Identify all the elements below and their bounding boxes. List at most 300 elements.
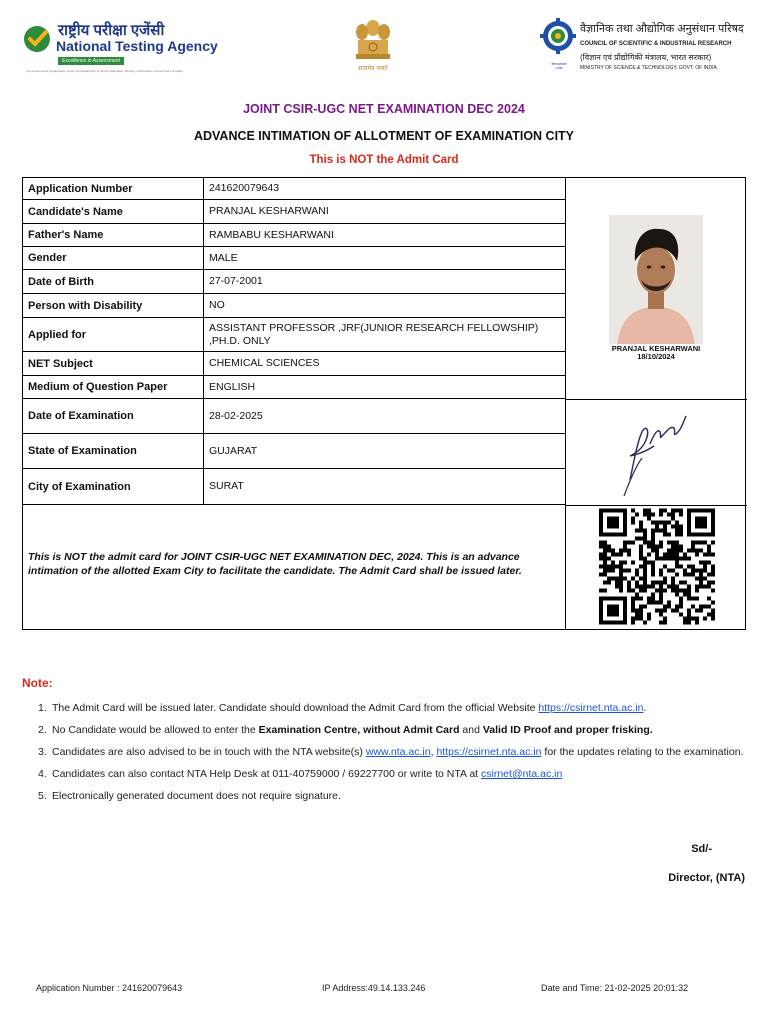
qr-module (655, 521, 659, 525)
qr-module (691, 597, 695, 601)
qr-module (627, 569, 631, 573)
nta-checkmark-icon (22, 24, 52, 54)
qr-module (651, 565, 655, 569)
table-row (23, 376, 566, 399)
qr-module (635, 529, 639, 533)
qr-module (699, 525, 703, 529)
qr-module (619, 553, 623, 557)
qr-module (663, 617, 667, 621)
qr-module (663, 621, 667, 625)
list-item (38, 763, 758, 785)
qr-module (603, 589, 607, 593)
qr-module (647, 617, 651, 621)
table-row (23, 469, 566, 505)
qr-module (695, 589, 699, 593)
qr-module (651, 593, 655, 597)
qr-module (671, 569, 675, 573)
qr-module (631, 521, 635, 525)
qr-module (675, 585, 679, 589)
qr-module (659, 557, 663, 561)
table-row (23, 178, 566, 200)
csir-gear-icon (540, 18, 576, 62)
document-title: ADVANCE INTIMATION OF ALLOTMENT OF EXAMINATION CITY (193, 129, 575, 143)
qr-module (675, 565, 679, 569)
qr-module (659, 509, 663, 513)
qr-module (623, 561, 627, 565)
qr-module (671, 517, 675, 521)
qr-module (655, 525, 659, 529)
candidate-name-label: Candidate's Name (23, 200, 204, 223)
qr-module (711, 573, 715, 577)
qr-module (699, 569, 703, 573)
qr-module (631, 609, 635, 613)
qr-module (659, 593, 663, 597)
qr-module (695, 621, 699, 625)
qr-module (707, 605, 711, 609)
qr-module (627, 581, 631, 585)
qr-module (663, 529, 667, 533)
father-name-label: Father's Name (23, 224, 204, 246)
qr-module (635, 597, 639, 601)
qr-module (683, 617, 687, 621)
qr-module (643, 589, 647, 593)
qr-module (711, 525, 715, 529)
qr-module (611, 509, 615, 513)
qr-module (643, 581, 647, 585)
qr-module (687, 621, 691, 625)
qr-module (687, 565, 691, 569)
qr-module (643, 537, 647, 541)
qr-module (639, 537, 643, 541)
qr-module (639, 529, 643, 533)
csirnet-email-link[interactable]: csirnet@nta.ac.in (481, 768, 563, 780)
qr-module (711, 569, 715, 573)
qr-module (687, 549, 691, 553)
qr-module (643, 585, 647, 589)
qr-module (703, 521, 707, 525)
sd-signoff: Sd/- (691, 843, 712, 855)
note-bold-text: Valid ID Proof and proper frisking. (482, 724, 653, 736)
csir-seal-bottom: CSIR (555, 66, 563, 70)
dob-label: Date of Birth (23, 270, 204, 293)
qr-module (703, 569, 707, 573)
table-row (23, 294, 566, 318)
note-number: 2. (38, 724, 47, 736)
qr-module (667, 513, 671, 517)
qr-module (707, 533, 711, 537)
qr-module (615, 533, 619, 537)
qr-module (623, 513, 627, 517)
qr-module (607, 605, 611, 609)
qr-module (599, 557, 603, 561)
candidate-signature (620, 410, 700, 496)
qr-module (611, 577, 615, 581)
qr-module (663, 589, 667, 593)
qr-module (599, 609, 603, 613)
qr-module (651, 545, 655, 549)
qr-module (631, 621, 635, 625)
qr-module (615, 517, 619, 521)
csir-english-ministry: MINISTRY OF SCIENCE & TECHNOLOGY, GOVT. OF INDIA (580, 65, 717, 71)
qr-module (599, 533, 603, 537)
qr-module (607, 545, 611, 549)
pwd-value: NO (209, 299, 225, 311)
qr-module (711, 509, 715, 513)
exam-state-value: GUJARAT (209, 444, 258, 457)
qr-module (699, 581, 703, 585)
qr-module (647, 613, 651, 617)
qr-module (683, 621, 687, 625)
qr-module (623, 569, 627, 573)
table-row (23, 270, 566, 294)
qr-module (663, 525, 667, 529)
footer-application-number: Application Number : 241620079643 (36, 983, 183, 993)
qr-module (699, 517, 703, 521)
note-text: The Admit Card will be issued later. Candidate should download the Admit Card from the official Website (52, 702, 539, 714)
qr-module (679, 589, 683, 593)
footer-ip-address: IP Address:49.14.133.246 (322, 983, 426, 993)
qr-module (663, 553, 667, 557)
csir-english-name: COUNCIL OF SCIENTIFIC & INDUSTRIAL RESEARCH (580, 41, 732, 47)
qr-module (635, 585, 639, 589)
net-subject-value: CHEMICAL SCIENCES (209, 357, 320, 369)
qr-module (651, 529, 655, 533)
qr-module (611, 553, 615, 557)
qr-module (607, 521, 611, 525)
qr-module (627, 589, 631, 593)
qr-module (687, 589, 691, 593)
qr-module (615, 621, 619, 625)
qr-module (671, 513, 675, 517)
qr-module (635, 569, 639, 573)
qr-module (711, 601, 715, 605)
qr-module (667, 585, 671, 589)
qr-module (603, 569, 607, 573)
qr-module (711, 521, 715, 525)
qr-module (691, 617, 695, 621)
candidate-name-value: PRANJAL KESHARWANI (209, 205, 329, 217)
qr-module (639, 525, 643, 529)
qr-module (659, 581, 663, 585)
qr-module (615, 585, 619, 589)
qr-module (607, 621, 611, 625)
qr-module (607, 577, 611, 581)
qr-module (599, 573, 603, 577)
qr-module (667, 557, 671, 561)
qr-module (703, 509, 707, 513)
qr-module (659, 521, 663, 525)
qr-module (611, 609, 615, 613)
qr-module (639, 589, 643, 593)
qr-module (675, 529, 679, 533)
medium-label: Medium of Question Paper (23, 376, 204, 398)
list-item (38, 719, 758, 741)
candidate-details-table (22, 177, 746, 630)
table-row (23, 434, 566, 469)
application-number-value: 241620079643 (209, 182, 280, 194)
qr-module (679, 533, 683, 537)
qr-module (611, 549, 615, 553)
qr-module (711, 589, 715, 593)
list-item (38, 697, 758, 719)
qr-module (635, 537, 639, 541)
photo-caption (609, 344, 703, 361)
qr-module (687, 509, 691, 513)
exam-state-label: State of Examination (23, 434, 204, 468)
qr-module (599, 565, 603, 569)
qr-module (639, 613, 643, 617)
nta-website-link[interactable]: www.nta.ac.in (365, 746, 431, 758)
qr-module (599, 509, 603, 513)
qr-module (711, 541, 715, 545)
qr-module (667, 601, 671, 605)
csirnet-website-link[interactable]: https://csirnet.nta.ac.in (436, 746, 542, 758)
qr-module (695, 609, 699, 613)
qr-module (639, 605, 643, 609)
qr-module (603, 565, 607, 569)
qr-module (651, 561, 655, 565)
qr-module (671, 589, 675, 593)
note-text: Candidates can also contact NTA Help Desk at 011-40759000 / 69227700 or write to NTA at (52, 768, 482, 780)
qr-module (619, 565, 623, 569)
qr-module (663, 557, 667, 561)
qr-module (691, 565, 695, 569)
qr-module (675, 557, 679, 561)
qr-module (687, 609, 691, 613)
qr-module (647, 561, 651, 565)
qr-module (647, 597, 651, 601)
qr-module (659, 541, 663, 545)
qr-module (703, 565, 707, 569)
qr-module (607, 565, 611, 569)
qr-module (695, 509, 699, 513)
csir-logo (540, 18, 755, 78)
csirnet-website-link[interactable]: https://csirnet.nta.ac.in (538, 702, 644, 714)
qr-module (631, 617, 635, 621)
qr-module (711, 617, 715, 621)
qr-module (655, 545, 659, 549)
qr-module (643, 541, 647, 545)
qr-module (607, 525, 611, 529)
qr-module (711, 517, 715, 521)
qr-module (623, 597, 627, 601)
qr-module (611, 521, 615, 525)
applied-for-value: ASSISTANT PROFESSOR ,JRF(JUNIOR RESEARCH FELLOWSHIP) ,PH.D. ONLY (209, 321, 539, 347)
qr-module (663, 581, 667, 585)
qr-module (651, 569, 655, 573)
nta-hindi-name: राष्ट्रीय परीक्षा एजेंसी (58, 22, 165, 39)
qr-module (695, 521, 699, 525)
qr-module (675, 589, 679, 593)
qr-module (619, 509, 623, 513)
qr-module (671, 525, 675, 529)
qr-module (711, 609, 715, 613)
qr-module (651, 541, 655, 545)
qr-module (599, 545, 603, 549)
qr-module (615, 613, 619, 617)
qr-module (675, 549, 679, 553)
qr-module (619, 533, 623, 537)
director-signoff: Director, (NTA) (668, 872, 745, 884)
emblem-caption: सत्यमेव जयते (358, 65, 388, 72)
qr-module (691, 605, 695, 609)
qr-module (699, 549, 703, 553)
csir-hindi-name: वैज्ञानिक तथा औद्योगिक अनुसंधान परिषद (580, 23, 744, 35)
qr-module (603, 621, 607, 625)
qr-module (671, 553, 675, 557)
qr-module (631, 541, 635, 545)
qr-module (639, 597, 643, 601)
qr-module (671, 557, 675, 561)
qr-module (691, 509, 695, 513)
note-heading: Note: (22, 676, 53, 690)
qr-module (607, 517, 611, 521)
qr-module (679, 581, 683, 585)
national-emblem-icon (350, 14, 396, 78)
note-text: No Candidate would be allowed to enter the (52, 724, 259, 736)
note-number: 5. (38, 790, 47, 802)
qr-module (635, 613, 639, 617)
qr-module (627, 549, 631, 553)
qr-module (687, 585, 691, 589)
qr-module (623, 617, 627, 621)
qr-module (695, 541, 699, 545)
qr-module (659, 585, 663, 589)
qr-module (635, 573, 639, 577)
note-number: 3. (38, 746, 47, 758)
advance-intimation-notice: This is NOT the admit card for JOINT CSIR-UGC NET EXAMINATION DEC, 2024. This is an advance intimation of the allotted Exam City to facilitate the candidate. The Admit Card shall be issued later. (28, 551, 522, 577)
qr-module (679, 529, 683, 533)
qr-module (703, 525, 707, 529)
qr-module (687, 525, 691, 529)
qr-module (659, 573, 663, 577)
qr-module (687, 617, 691, 621)
qr-module (691, 545, 695, 549)
qr-module (603, 509, 607, 513)
qr-module (639, 545, 643, 549)
qr-module (607, 557, 611, 561)
qr-module (639, 553, 643, 557)
qr-module (599, 513, 603, 517)
qr-module (675, 545, 679, 549)
qr-module (639, 617, 643, 621)
qr-module (663, 509, 667, 513)
qr-module (695, 517, 699, 521)
nta-tagline: Excellence in Assessment (58, 57, 124, 65)
qr-module (647, 541, 651, 545)
qr-module (671, 581, 675, 585)
qr-module (687, 517, 691, 521)
qr-module (619, 569, 623, 573)
qr-module (707, 561, 711, 565)
qr-module (635, 513, 639, 517)
qr-module (603, 541, 607, 545)
qr-module (651, 597, 655, 601)
qr-module (659, 597, 663, 601)
qr-module (615, 609, 619, 613)
applied-for-label: Applied for (23, 318, 204, 351)
table-row (23, 352, 566, 376)
qr-module (611, 569, 615, 573)
qr-module (619, 561, 623, 565)
footer-date-time: Date and Time: 21-02-2025 20:01:32 (541, 983, 689, 993)
qr-module (623, 529, 627, 533)
qr-module (683, 589, 687, 593)
note-text: Electronically generated document does not require signature. (52, 790, 341, 802)
qr-module (703, 553, 707, 557)
qr-module (599, 617, 603, 621)
qr-module (611, 621, 615, 625)
qr-module (675, 509, 679, 513)
qr-module (699, 541, 703, 545)
qr-module (695, 525, 699, 529)
exam-title: JOINT CSIR-UGC NET EXAMINATION DEC 2024 (243, 102, 525, 116)
table-row (23, 200, 566, 224)
csir-hindi-ministry: (विज्ञान एवं प्रौद्योगिकी मंत्रालय, भारत सरकार) (580, 53, 712, 62)
qr-module (695, 617, 699, 621)
qr-module (699, 605, 703, 609)
qr-module (643, 533, 647, 537)
qr-module (643, 529, 647, 533)
qr-module (643, 565, 647, 569)
qr-module (699, 521, 703, 525)
qr-module (667, 605, 671, 609)
father-name-value: RAMBABU KESHARWANI (209, 228, 334, 241)
qr-module (667, 553, 671, 557)
qr-module (639, 565, 643, 569)
qr-module (611, 525, 615, 529)
qr-module (619, 577, 623, 581)
qr-module (675, 553, 679, 557)
qr-module (599, 621, 603, 625)
qr-module (603, 553, 607, 557)
note-text-end: . (643, 702, 647, 714)
qr-module (651, 521, 655, 525)
qr-module (619, 549, 623, 553)
qr-module (623, 517, 627, 521)
candidate-portrait-image (609, 215, 703, 345)
qr-module (659, 589, 663, 593)
qr-module (687, 513, 691, 517)
qr-module (687, 613, 691, 617)
note-text-and: and (459, 724, 483, 736)
qr-module (675, 609, 679, 613)
qr-module (711, 533, 715, 537)
qr-module (691, 533, 695, 537)
qr-module (679, 597, 683, 601)
qr-module (611, 561, 615, 565)
qr-module (619, 581, 623, 585)
note-text: Candidates are also advised to be in touch with the NTA website(s) (52, 746, 366, 758)
qr-module (675, 541, 679, 545)
qr-module (639, 585, 643, 589)
qr-module (687, 573, 691, 577)
table-row (23, 318, 566, 352)
qr-module (647, 601, 651, 605)
qr-module (619, 597, 623, 601)
qr-module (699, 573, 703, 577)
qr-module (599, 589, 603, 593)
qr-module (607, 533, 611, 537)
qr-module (631, 561, 635, 565)
qr-module (707, 613, 711, 617)
note-text-comma: , (430, 746, 437, 758)
qr-module (623, 577, 627, 581)
qr-module (679, 549, 683, 553)
qr-module (647, 585, 651, 589)
qr-code (599, 508, 715, 625)
qr-module (615, 525, 619, 529)
